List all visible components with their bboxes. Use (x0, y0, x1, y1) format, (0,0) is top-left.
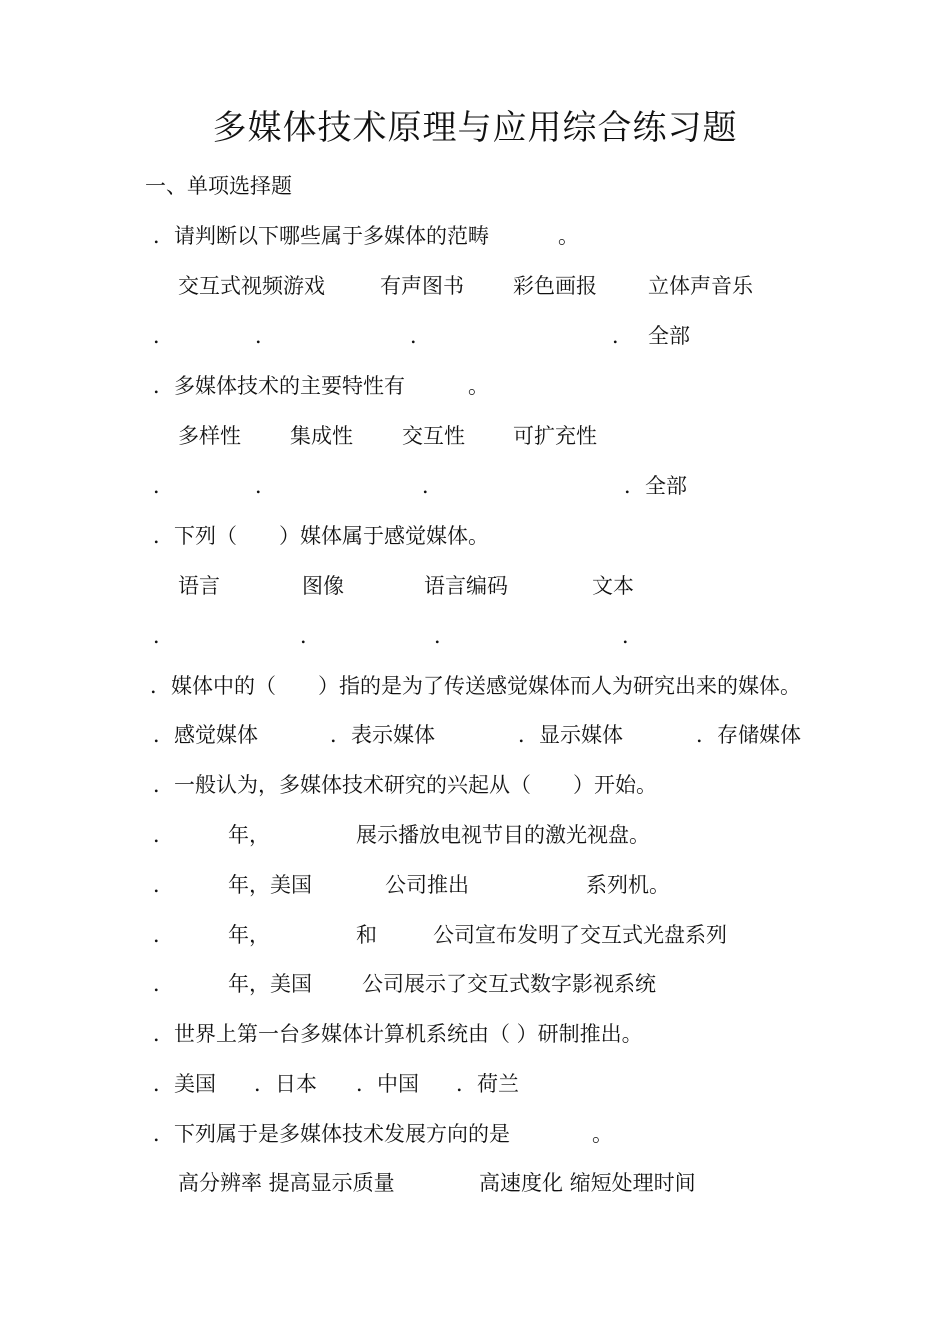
question-6-option-d: ．荷兰 (456, 1072, 519, 1096)
question-3-option-a: ． (153, 624, 174, 648)
question-4-option-d: ．存储媒体 (696, 723, 801, 747)
question-3-option-b: ． (300, 624, 321, 648)
question-1-item-1: 交互式视频游戏 (178, 274, 325, 298)
question-7-item-2: 高速度化 缩短处理时间 (479, 1171, 696, 1195)
question-2-item-3: 交互性 (402, 424, 465, 448)
question-5-option-c-and: 和 (356, 923, 377, 947)
question-6-option-a: ．美国 (153, 1072, 216, 1096)
question-2-end: 。 (468, 374, 489, 398)
question-4-option-c: ．显示媒体 (518, 723, 623, 747)
question-5-option-a-text: 展示播放电视节目的激光视盘。 (356, 823, 650, 847)
question-5-stem: ．一般认为，多媒体技术研究的兴起从（ ）开始。 (153, 773, 657, 797)
section-heading: 一、单项选择题 (145, 174, 292, 198)
question-1-item-2: 有声图书 (380, 274, 464, 298)
page-title: 多媒体技术原理与应用综合练习题 (212, 108, 738, 148)
question-2-stem: ．多媒体技术的主要特性有 (153, 374, 405, 398)
question-5-option-d-text: 公司展示了交互式数字影视系统 (362, 972, 656, 996)
question-5-option-b-year: 年，美国 (228, 873, 312, 897)
question-3-option-c: ． (434, 624, 455, 648)
question-1-option-a: ． (153, 324, 174, 348)
question-1-end: 。 (558, 224, 579, 248)
question-5-option-b-marker: ． (153, 873, 174, 897)
question-5-option-c-marker: ． (153, 923, 174, 947)
question-7-item-1: 高分辨率 提高显示质量 (178, 1171, 395, 1195)
question-3-item-1: 语言 (178, 574, 220, 598)
question-5-option-b-text: 系列机。 (586, 873, 670, 897)
question-5-option-a-marker: ． (153, 823, 174, 847)
question-2-option-d: ．全部 (624, 474, 687, 498)
question-2-item-4: 可扩充性 (513, 424, 597, 448)
question-4-option-a: ．感觉媒体 (153, 723, 258, 747)
question-5-option-c-year: 年， (228, 923, 270, 947)
question-1-item-4: 立体声音乐 (648, 274, 753, 298)
question-2-item-2: 集成性 (290, 424, 353, 448)
question-2-option-c: ． (422, 474, 443, 498)
question-5-option-c-text: 公司宣布发明了交互式光盘系列 (433, 923, 727, 947)
question-3-item-3: 语言编码 (424, 574, 508, 598)
question-7-stem: ．下列属于是多媒体技术发展方向的是 (153, 1122, 510, 1146)
question-5-option-a-year: 年， (228, 823, 270, 847)
question-5-option-b-company: 公司推出 (385, 873, 469, 897)
question-1-option-d: ． (612, 324, 633, 348)
question-2-option-b: ． (255, 474, 276, 498)
question-6-stem: ．世界上第一台多媒体计算机系统由（ ）研制推出。 (153, 1022, 643, 1046)
question-1-option-c: ． (410, 324, 431, 348)
question-3-item-4: 文本 (592, 574, 634, 598)
question-3-option-d: ． (622, 624, 643, 648)
question-6-option-b: ．日本 (254, 1072, 317, 1096)
question-1-option-all: 全部 (648, 324, 690, 348)
question-2-option-a: ． (153, 474, 174, 498)
question-3-stem: ．下列（ ）媒体属于感觉媒体。 (153, 524, 489, 548)
question-7-end: 。 (592, 1122, 613, 1146)
question-4-option-b: ．表示媒体 (330, 723, 435, 747)
question-2-item-1: 多样性 (178, 424, 241, 448)
question-3-item-2: 图像 (302, 574, 344, 598)
question-5-option-d-year: 年，美国 (228, 972, 312, 996)
question-1-item-3: 彩色画报 (513, 274, 597, 298)
question-6-option-c: ．中国 (356, 1072, 419, 1096)
question-1-stem: ．请判断以下哪些属于多媒体的范畴 (153, 224, 489, 248)
question-4-stem: ．媒体中的（ ）指的是为了传送感觉媒体而人为研究出来的媒体。 (150, 674, 801, 698)
question-5-option-d-marker: ． (153, 972, 174, 996)
question-1-option-b: ． (255, 324, 276, 348)
